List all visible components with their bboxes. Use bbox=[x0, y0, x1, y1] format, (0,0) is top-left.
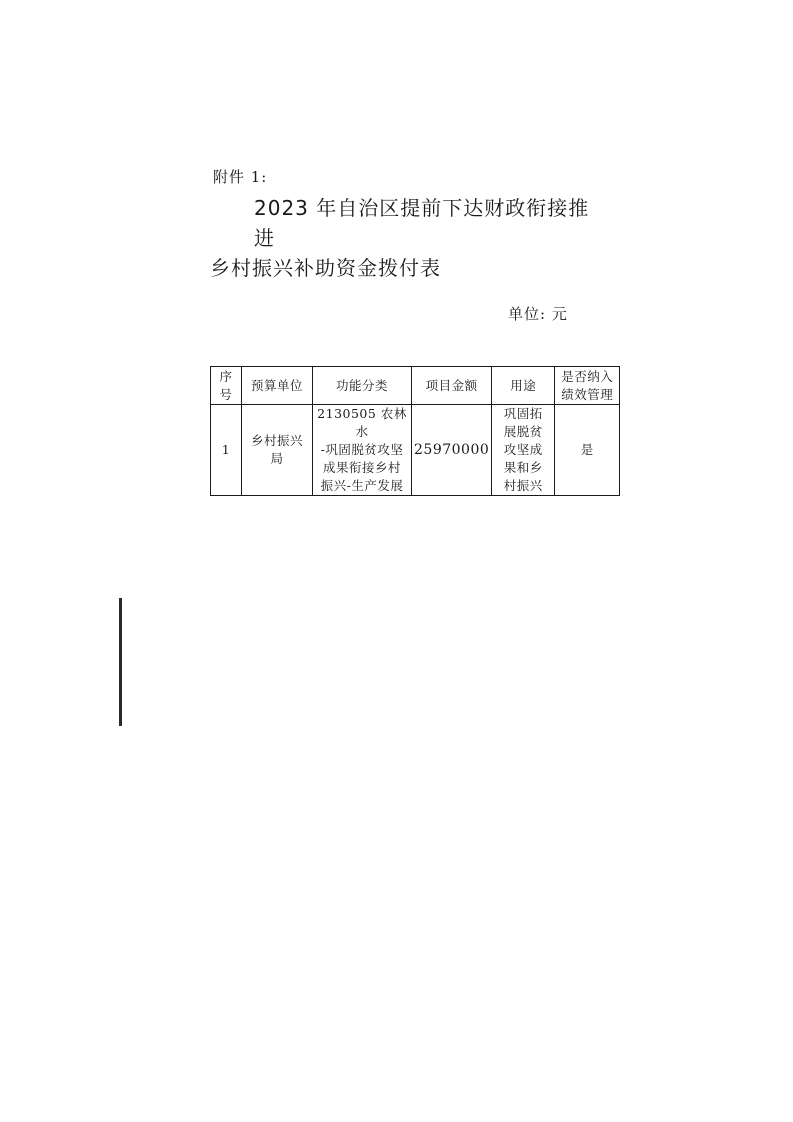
document-title-line-2: 乡村振兴补助资金拨付表 bbox=[210, 256, 441, 280]
cell-performance: 是 bbox=[555, 405, 620, 496]
cell-function-class: 2130505 农林水 -巩固脱贫攻坚 成果衔接乡村 振兴-生产发展 bbox=[313, 405, 412, 496]
cell-purpose: 巩固拓 展脱贫 攻坚成 果和乡 村振兴 bbox=[492, 405, 555, 496]
attachment-label: 附件 1: bbox=[213, 168, 268, 186]
table-row bbox=[211, 405, 620, 496]
header-function-class: 功能分类 bbox=[313, 367, 412, 405]
header-performance: 是否纳入 绩效管理 bbox=[555, 367, 620, 405]
header-seq: 序 号 bbox=[211, 367, 242, 405]
scan-edge-mark bbox=[119, 598, 122, 726]
header-amount: 项目金额 bbox=[412, 367, 492, 405]
cell-budget-unit: 乡村振兴 局 bbox=[242, 405, 313, 496]
table-header-row bbox=[211, 367, 620, 405]
header-budget-unit: 预算单位 bbox=[242, 367, 313, 405]
cell-amount: 25970000 bbox=[412, 405, 492, 496]
allocation-table bbox=[210, 366, 620, 496]
document-title-line-1: 2023 年自治区提前下达财政衔接推进 bbox=[254, 196, 590, 250]
document-title bbox=[210, 193, 590, 283]
cell-seq: 1 bbox=[211, 405, 242, 496]
header-purpose: 用途 bbox=[492, 367, 555, 405]
unit-label: 单位: 元 bbox=[508, 305, 568, 323]
